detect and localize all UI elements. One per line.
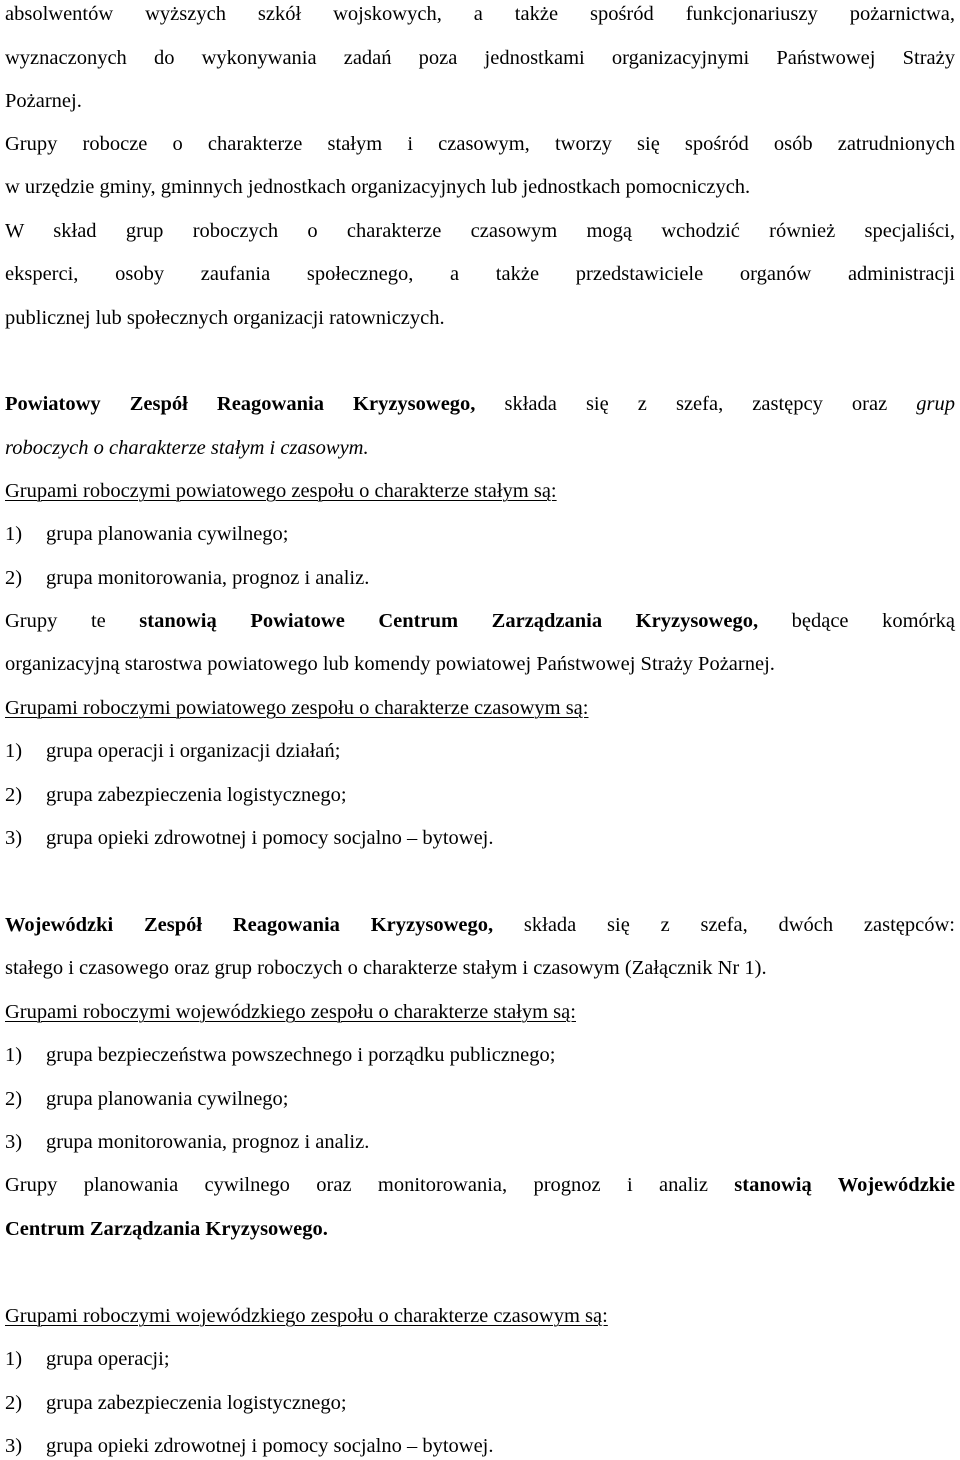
paragraph-line: w urzędzie gminy, gminnych jednostkach organizacyjnych lub jednostkach pomocniczych. (5, 176, 751, 198)
paragraph-line: Grupy robocze o charakterze stałym i czasowym, tworzy się spośród osób zatrudnionych (5, 133, 955, 155)
list-item: 1) grupa operacji i organizacji działań; (5, 740, 341, 762)
powiat-title-italic: grup (916, 393, 955, 415)
list-item: 3) grupa opieki zdrowotnej i pomocy socjalno – bytowej. (5, 1435, 494, 1457)
list-item: 1) grupa operacji; (5, 1348, 170, 1370)
list-item: 2) grupa zabezpieczenia logistycznego; (5, 1392, 347, 1414)
paragraph-line: eksperci, osoby zaufania społecznego, a także przedstawiciele organów administracji (5, 263, 955, 285)
list-item: 2) grupa monitorowania, prognoz i analiz. (5, 567, 370, 589)
list-item: 2) grupa planowania cywilnego; (5, 1088, 289, 1110)
paragraph-line: wyznaczonych do wykonywania zadań poza jednostkami organizacyjnymi Państwowej Straży (5, 47, 955, 69)
woj-wczk-line: Grupy planowania cywilnego oraz monitorowania, prognoz i analiz stanowią Wojewódzkie (5, 1174, 955, 1196)
woj-wczk-line2: Centrum Zarządzania Kryzysowego. (5, 1218, 328, 1240)
powiat-title-rest: składa się z szefa, zastępcy oraz (475, 393, 917, 415)
powiat-pczk-line: Grupy te stanowią Powiatowe Centrum Zarządzania Kryzysowego, będące komórką (5, 610, 955, 632)
powiat-czas-heading: Grupami roboczymi powiatowego zespołu o charakterze czasowym są: (5, 697, 589, 719)
woj-czas-heading: Grupami roboczymi wojewódzkiego zespołu o charakterze czasowym są: (5, 1305, 608, 1327)
paragraph-line: absolwentów wyższych szkół wojskowych, a także spośród funkcjonariuszy pożarnictwa, (5, 3, 955, 25)
paragraph-line: publicznej lub społecznych organizacji ratowniczych. (5, 307, 445, 329)
paragraph-line: Pożarnej. (5, 90, 82, 112)
woj-title-line2: stałego i czasowego oraz grup roboczych o charakterze stałym i czasowym (Załącznik Nr 1). (5, 957, 767, 979)
powiat-title-line (5, 391, 955, 417)
woj-title: Wojewódzki Zespół Reagowania Kryzysowego, (5, 914, 494, 936)
powiat-title-line2: roboczych o charakterze stałym i czasowym. (5, 437, 369, 459)
list-item: 1) grupa bezpieczeństwa powszechnego i porządku publicznego; (5, 1044, 556, 1066)
powiat-stale-heading: Grupami roboczymi powiatowego zespołu o charakterze stałym są: (5, 480, 557, 502)
powiat-title: Powiatowy Zespół Reagowania Kryzysowego, (5, 393, 476, 415)
paragraph-line: W skład grup roboczych o charakterze czasowym mogą wchodzić również specjaliści, (5, 220, 955, 242)
list-item: 1) grupa planowania cywilnego; (5, 523, 289, 545)
list-item: 3) grupa monitorowania, prognoz i analiz. (5, 1131, 370, 1153)
woj-title-line: Wojewódzki Zespół Reagowania Kryzysowego, składa się z szefa, dwóch zastępców: (5, 914, 955, 936)
list-item: 2) grupa zabezpieczenia logistycznego; (5, 784, 347, 806)
powiat-pczk-line2: organizacyjną starostwa powiatowego lub komendy powiatowej Państwowej Straży Pożarnej. (5, 653, 775, 675)
woj-stale-heading: Grupami roboczymi wojewódzkiego zespołu o charakterze stałym są: (5, 1001, 576, 1023)
list-item: 3) grupa opieki zdrowotnej i pomocy socjalno – bytowej. (5, 827, 494, 849)
